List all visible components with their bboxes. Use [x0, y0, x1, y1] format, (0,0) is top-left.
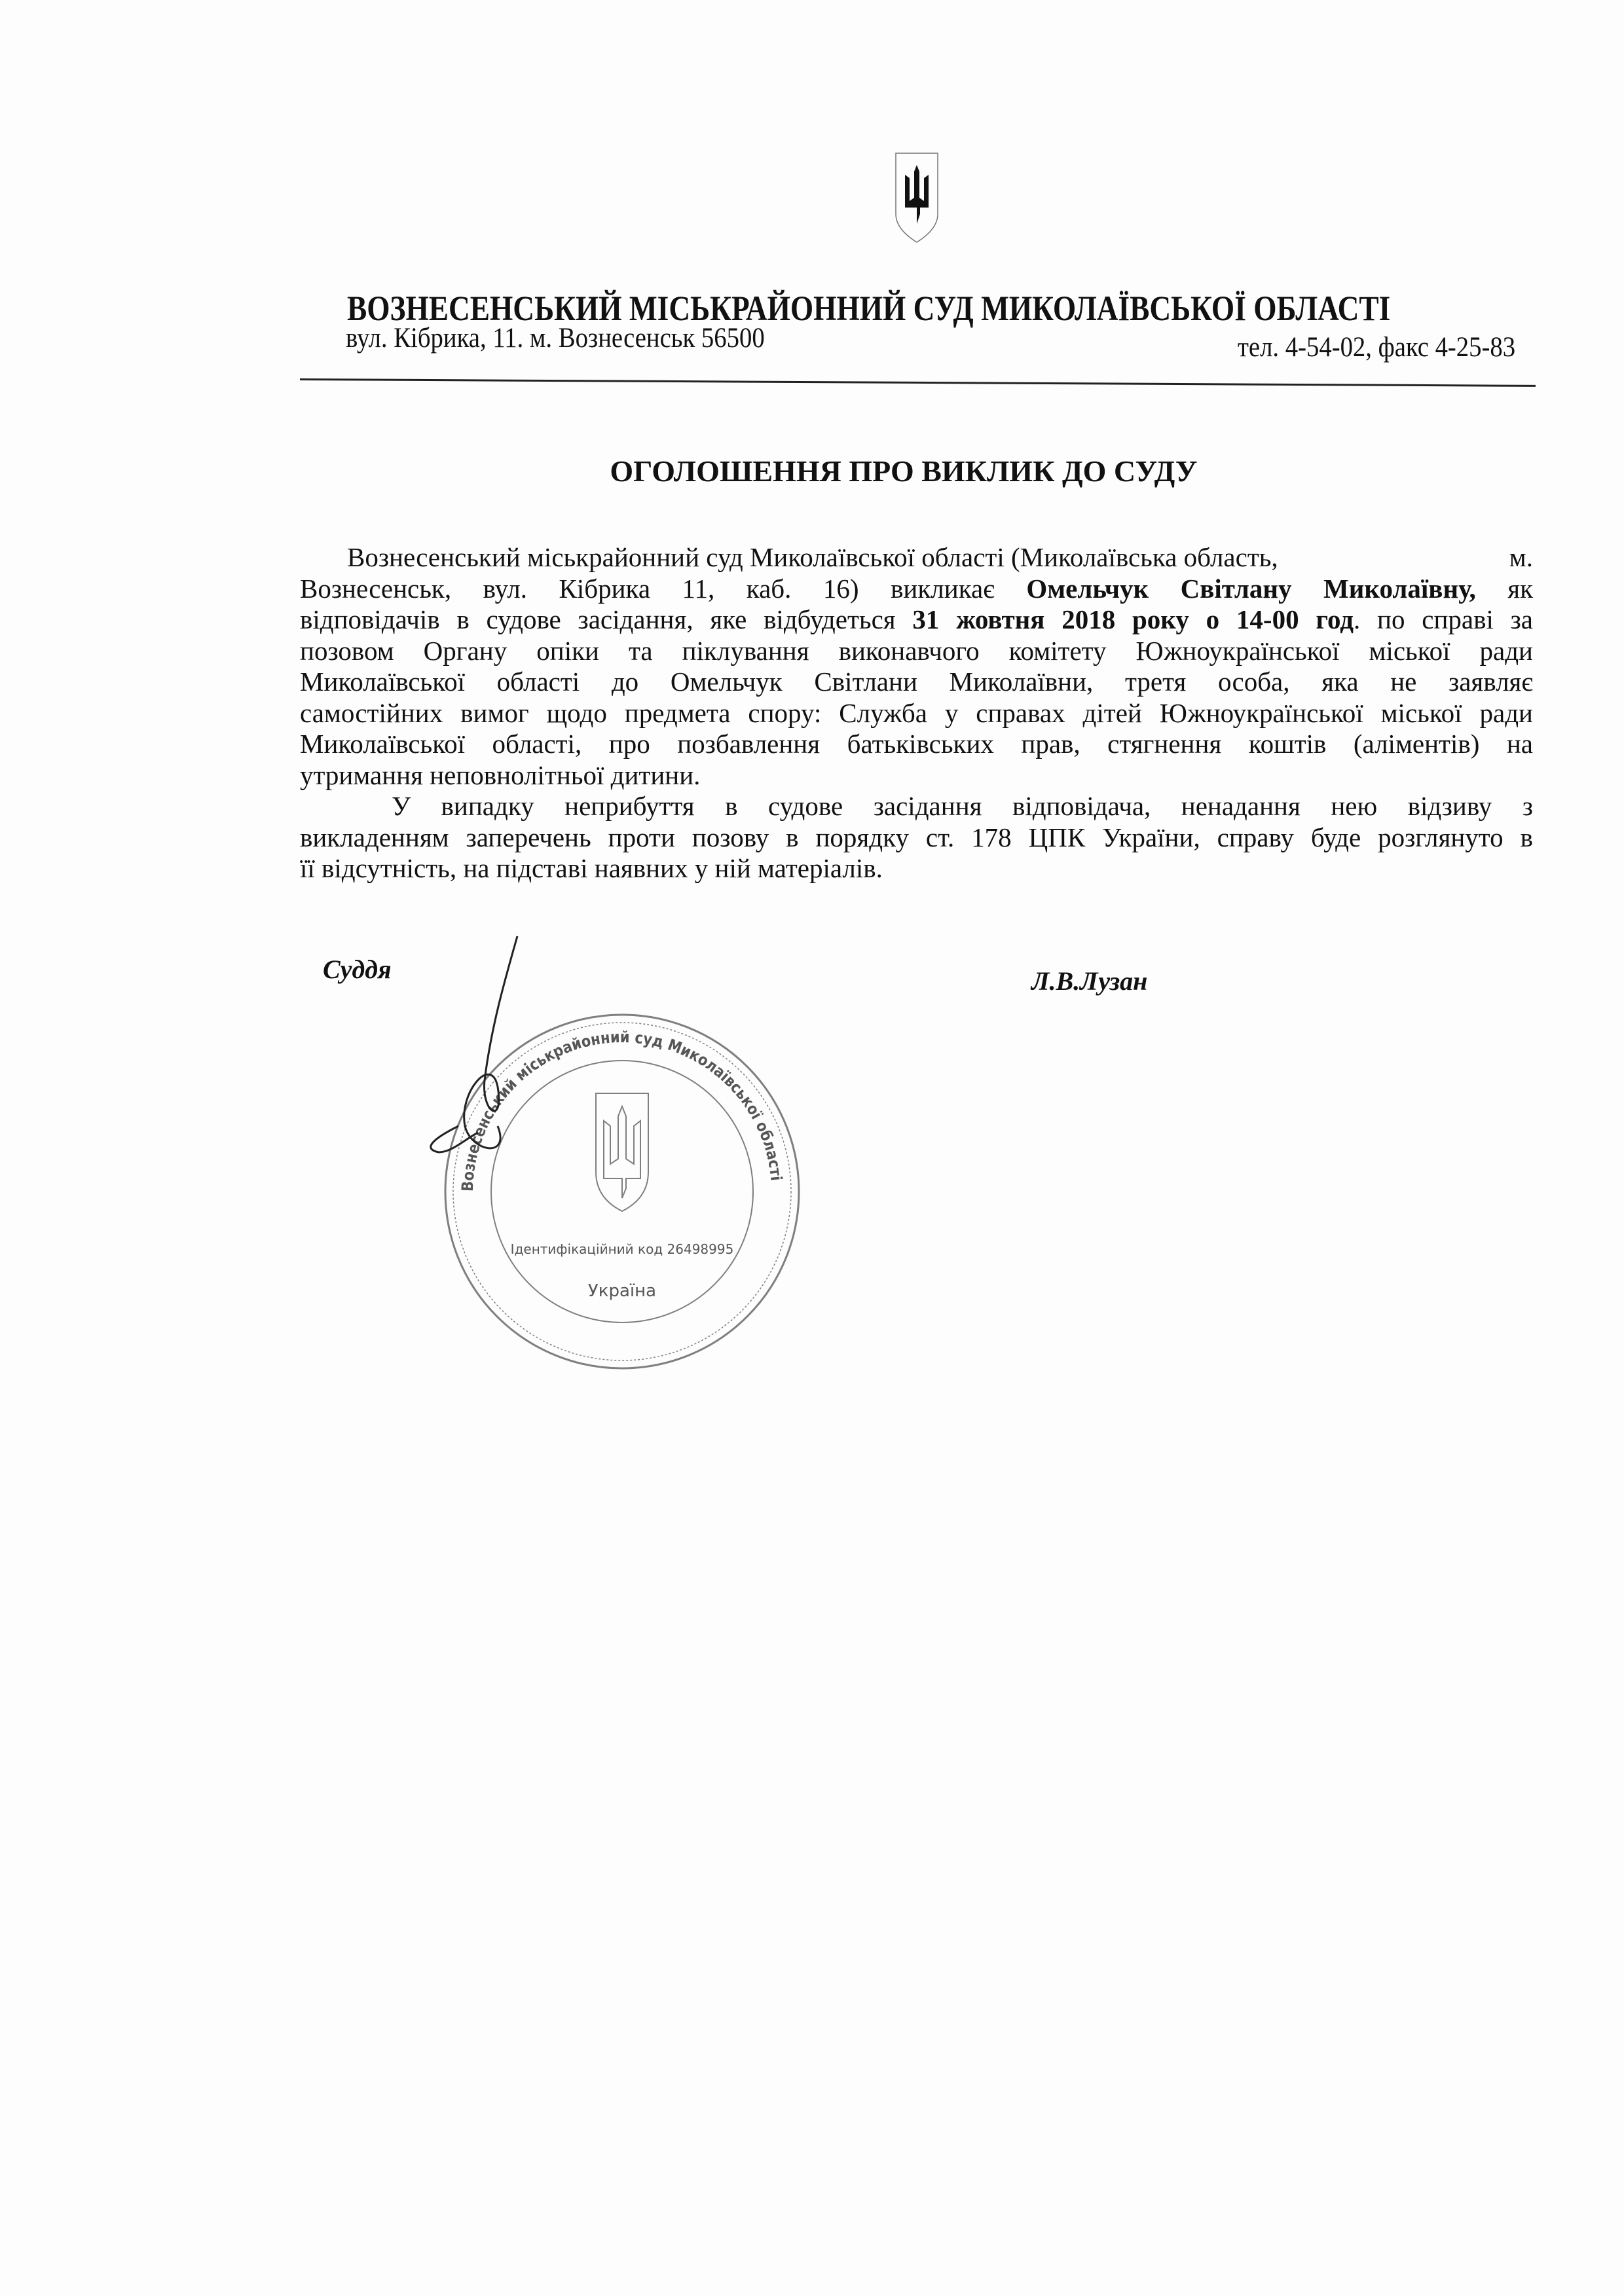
header-divider [300, 378, 1536, 387]
judge-name: Л.В.Лузан [1031, 966, 1148, 996]
body-line: позовом Органу опіки та піклування виконавчого комітету Южноукраїнської міської ради [300, 635, 1533, 666]
body-text: . по справі за [1354, 604, 1534, 634]
body-text: як [1475, 573, 1534, 604]
handwritten-signature [419, 930, 589, 1165]
body-text: Вознесенськ, вул. Кібрика 11, каб. 16) викликає [300, 573, 1027, 604]
body-line: її відсутність, на підставі наявних у ній матеріалів. [300, 853, 883, 883]
body-text: відповідачів в судове засідання, яке відбудеться [300, 604, 913, 634]
stamp-country: Україна [587, 1281, 657, 1301]
court-phone: тел. 4-54-02, факс 4-25-83 [1238, 332, 1516, 363]
court-name: ВОЗНЕСЕНСЬКИЙ МІСЬКРАЙОННИЙ СУД МИКОЛАЇВСЬКОЇ ОБЛАСТІ [347, 289, 1391, 328]
judge-label: Суддя [323, 955, 392, 984]
notice-body [300, 542, 1533, 884]
document-title: ОГОЛОШЕННЯ ПРО ВИКЛИК ДО СУДУ [610, 454, 1198, 488]
stamp-code: Ідентифікаційний код 26498995 [510, 1241, 734, 1257]
body-line [300, 574, 1533, 605]
court-address: вул. Кібрика, 11. м. Вознесенськ 56500 [346, 323, 765, 354]
body-line: самостійних вимог щодо предмета спору: Служба у справах дітей Южноукраїнської міської ради [300, 697, 1533, 728]
body-line: Миколаївської області, про позбавлення батьківських прав, стягнення коштів (аліментів) на [300, 729, 1533, 759]
coat-of-arms-icon [894, 152, 940, 244]
body-line: У випадку неприбуття в судове засідання відповідача, ненадання нею відзиву з [392, 791, 1533, 821]
body-text: Вознесенський міськрайонний суд Миколаївської області (Миколаївська область, [347, 542, 1278, 572]
body-line: викладенням заперечень проти позову в порядку ст. 178 ЦПК України, справу буде розглянуто в [300, 822, 1533, 852]
body-line: Миколаївської області до Омельчук Світлани Миколаївни, третя особа, яка не заявляє [300, 666, 1533, 697]
hearing-date: 31 жовтня 2018 року о 14-00 год [912, 604, 1354, 634]
body-text: м. [1509, 542, 1533, 572]
body-line [300, 542, 1533, 574]
defendant-name: Омельчук Світлану Миколаївну, [1026, 573, 1476, 604]
body-line [300, 604, 1533, 636]
stamp-outer-text: Вознесенський міськрайонний суд Миколаївської області [458, 1027, 786, 1192]
body-line: утримання неповнолітньої дитини. [300, 759, 701, 790]
